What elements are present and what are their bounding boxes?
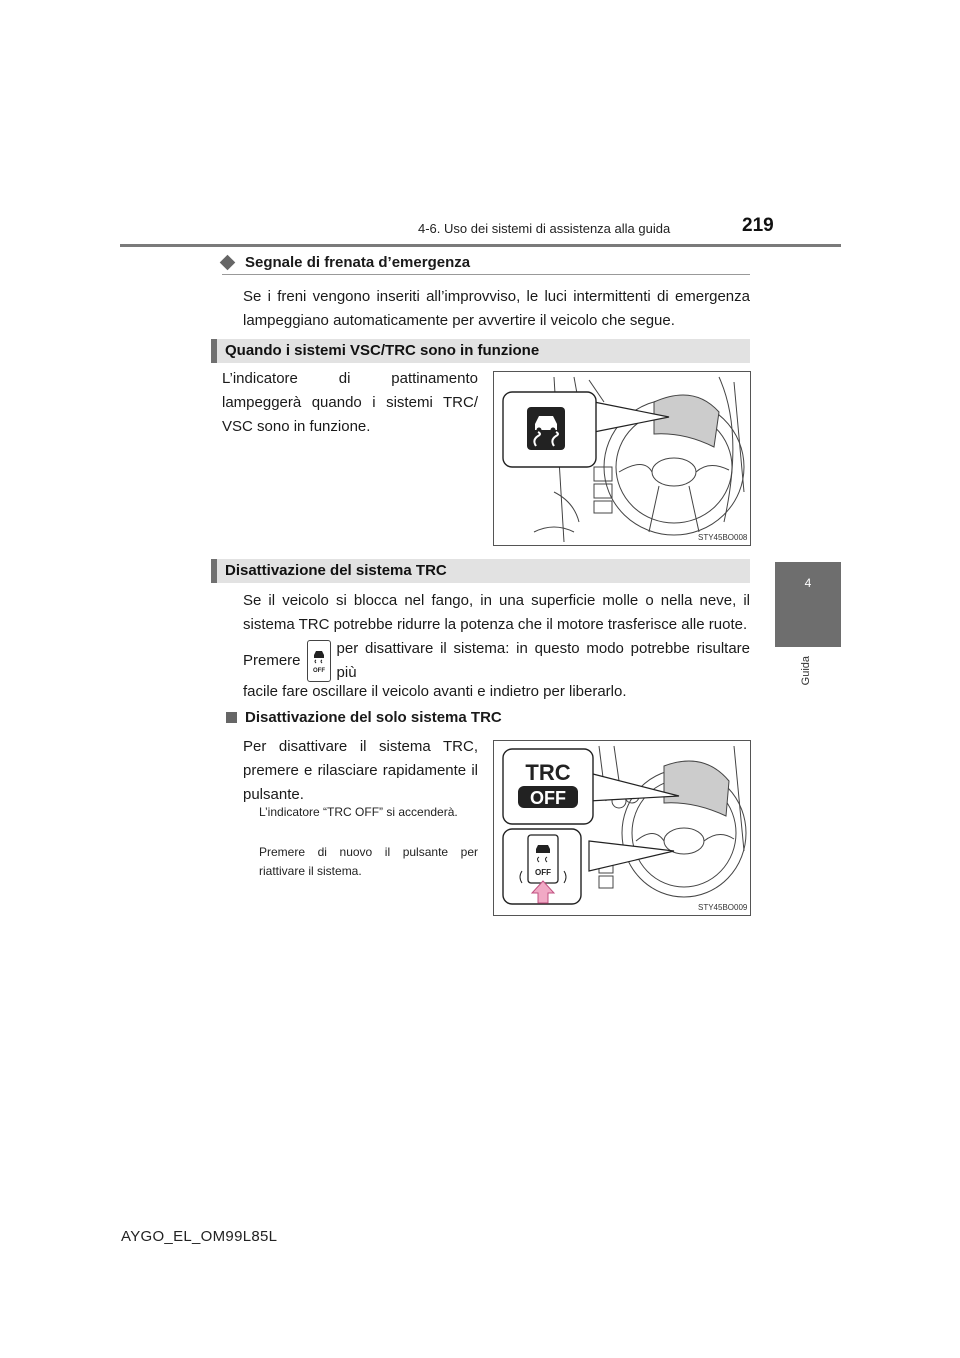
figure-code-2: STY45BO009: [698, 903, 748, 912]
square-bullet-icon: [226, 712, 237, 723]
section-title-trc-off: Disattivazione del sistema TRC: [225, 562, 447, 579]
emergency-body: Se i freni vengono inseriti all’improvviso, le luci intermittenti di emergenza lampeggiano automaticamente per avvertire il veicolo che segue.: [243, 288, 750, 329]
note-reactivate: Premere di nuovo il pulsante per riattivare il sistema.: [259, 845, 478, 878]
header-section-title: 4-6. Uso dei sistemi di assistenza alla guida: [418, 221, 671, 236]
section-bar-trc-off: [211, 559, 750, 583]
button-off-label: OFF: [535, 868, 551, 877]
header-rule: [120, 244, 841, 247]
press-text: Premere: [243, 652, 301, 669]
document-code: AYGO_EL_OM99L85L: [121, 1228, 278, 1245]
trc-off-button-icon: [307, 640, 331, 682]
note-indicator: L’indicatore “TRC OFF” si accenderà.: [259, 805, 458, 819]
emergency-title: Segnale di frenata d’emergenza: [245, 254, 471, 271]
diamond-icon: [220, 255, 236, 271]
emergency-heading: [222, 254, 470, 271]
svg-text:OFF: OFF: [312, 668, 325, 674]
trc-only-body: Per disattivare il sistema TRC, premere e rilasciare rapidamente il pulsante.: [243, 738, 478, 803]
section-bar-vsc-trc: [211, 339, 750, 363]
figure-code-1: STY45BO008: [698, 533, 748, 542]
trc-only-title: Disattivazione del solo sistema TRC: [245, 709, 502, 726]
off-label: OFF: [530, 788, 566, 808]
section-title-vsc-trc: Quando i sistemi VSC/TRC sono in funzione: [225, 342, 540, 359]
page-number: 219: [742, 215, 774, 236]
chapter-tab: [775, 562, 841, 647]
press-text-after: per disattivare il sistema: in questo modo potrebbe risultare più: [336, 640, 750, 681]
chapter-label: Guida: [800, 656, 812, 686]
section1-body: L’indicatore di pattinamento lampeggerà quando i sistemi TRC/ VSC sono in funzione.: [222, 370, 478, 435]
trc-off-illustration: [494, 741, 750, 915]
trc-label: TRC: [525, 760, 571, 785]
chapter-number: 4: [804, 576, 812, 590]
trc-only-heading: [226, 709, 502, 726]
dashboard-illustration: [494, 372, 750, 545]
section2-body1: Se il veicolo si blocca nel fango, in una superficie molle o nella neve, il sistema TRC potrebbe ridurre la potenza che il motore trasferisce alle ruote.: [243, 592, 750, 633]
section2-body3: facile fare oscillare il veicolo avanti e indietro per liberarlo.: [243, 683, 627, 700]
figure-trc-off: [493, 740, 751, 916]
section2-body2: [243, 640, 750, 682]
figure-slip-indicator: [493, 371, 751, 546]
emergency-rule: [222, 274, 750, 275]
